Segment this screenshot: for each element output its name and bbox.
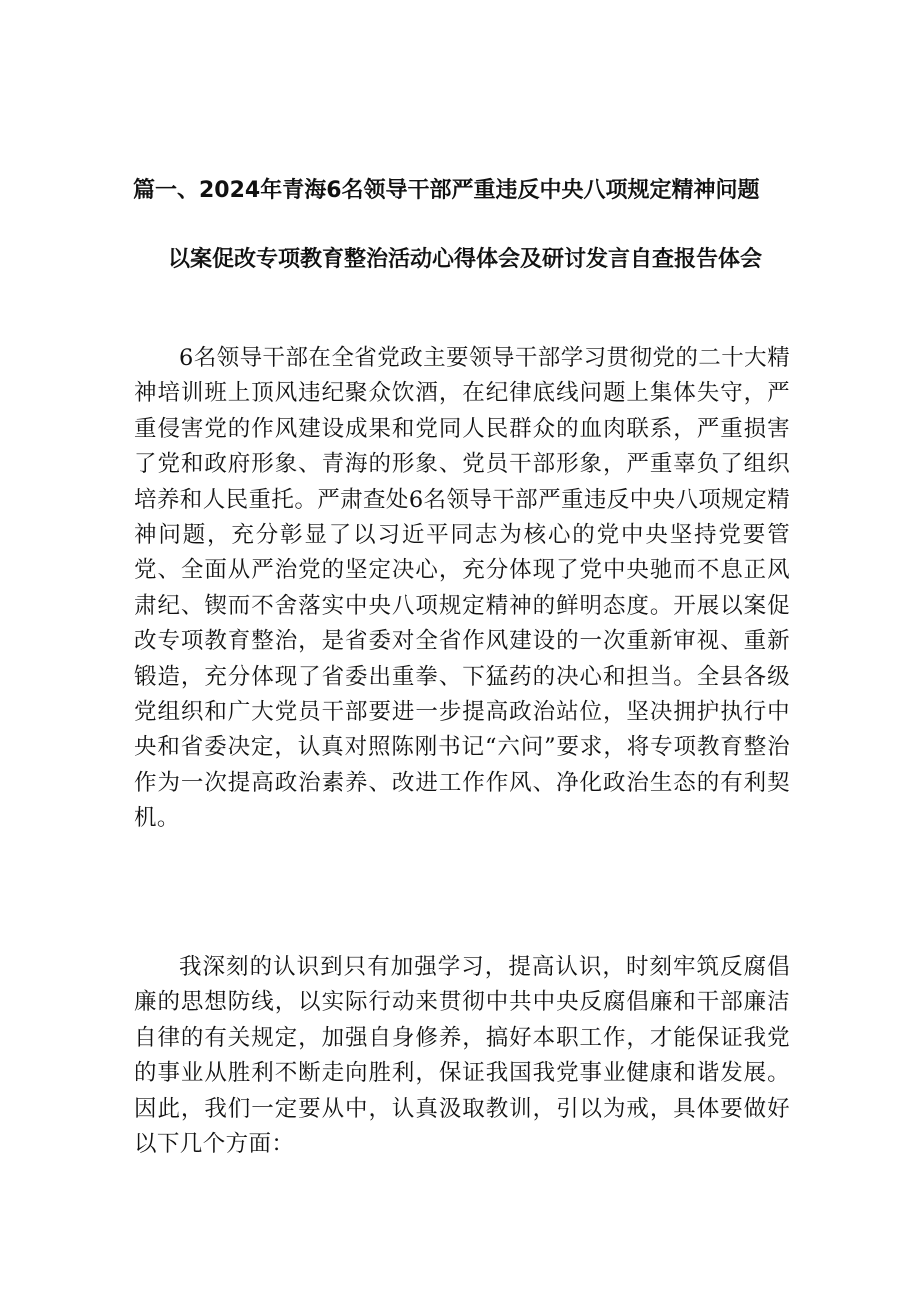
body-paragraph-2: 我深刻的认识到只有加强学习，提高认识，时刻牢筑反腐倡廉的思想防线，以实际行动来贯彻中共中央反腐倡廉和干部廉洁自律的有关规定，加强自身修养，搞好本职工作，才能保证我党的事业从胜利不断走向胜利，保证我国我党事业健康和谐发展。因此，我们一定要从中，认真汲取教训，引以为戒，具体要做好以下几个方面： — [134, 954, 790, 1158]
document-title-line-2: 以案促改专项教育整治活动心得体会及研讨发言自查报告体会 — [168, 247, 763, 272]
body-paragraph-1: 6名领导干部在全省党政主要领导干部学习贯彻党的二十大精神培训班上顶风违纪聚众饮酒，在纪律底线问题上集体失守，严重侵害党的作风建设成果和党同人民群众的血肉联系，严重损害了党和政府形象、青海的形象、党员干部形象，严重辜负了组织培养和人民重托。严肃查处6名领导干部严重违反中央八项规定精神问题，充分彰显了以习近平同志为核心的党中央坚持党要管党、全面从严治党的坚定决心，充分体现了党中央驰而不息正风肃纪、锲而不舍落实中央八项规定精神的鲜明态度。开展以案促改专项教育整治，是省委对全省作风建设的一次重新审视、重新锻造，充分体现了省委出重拳、下猛药的决心和担当。全县各级党组织和广大党员干部要进一步提高政治站位，坚决拥护执行中央和省委决定，认真对照陈刚书记“六问”要求，将专项教育整治作为一次提高政治素养、改进工作作风、净化政治生态的有利契机。 — [134, 345, 790, 832]
document-title-line-1: 篇一、2024年青海6名领导干部严重违反中央八项规定精神问题 — [133, 178, 760, 203]
